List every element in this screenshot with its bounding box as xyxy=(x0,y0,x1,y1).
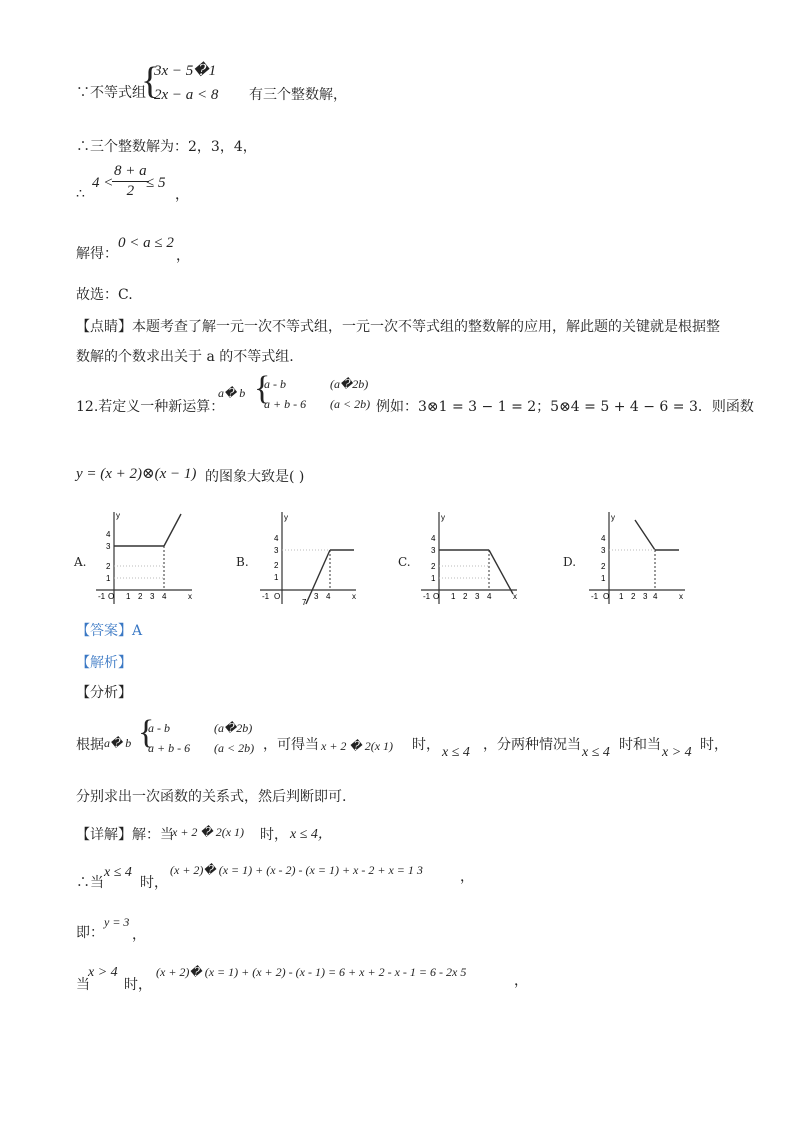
text-line: 有三个整数解， xyxy=(249,87,347,103)
detail-heading: 【详解】解：当 xyxy=(76,827,174,843)
tick-label: 2 xyxy=(601,562,606,571)
text-line: 根据 xyxy=(76,737,104,753)
text-line: ，分两种情况当 xyxy=(483,737,581,753)
case-2-cond: (a < 2b) xyxy=(330,397,371,411)
tick-label: 4 xyxy=(326,592,331,601)
tick-label: 3 xyxy=(314,592,319,601)
tick-label: 4 xyxy=(601,534,606,543)
text-line: 故选：C. xyxy=(76,287,133,303)
tick-label: 4 xyxy=(274,534,279,543)
fraction-numerator: 8 + a xyxy=(112,164,149,182)
tick-label: 4 xyxy=(162,592,167,601)
text-line: ∴三个整数解为：2，3，4， xyxy=(76,139,257,155)
math-expr: 0 < a ≤ 2 xyxy=(118,235,174,251)
case-1-expr: a - b xyxy=(148,721,170,735)
fraction xyxy=(112,164,149,199)
text-line: 的图象大致是( ) xyxy=(205,469,305,485)
text-line: ，可得当 xyxy=(263,737,319,753)
axis-x-label: x xyxy=(188,592,192,601)
tick-label: 2 xyxy=(106,562,111,571)
tick-label: O xyxy=(108,592,115,601)
tick-label: 1 xyxy=(106,574,111,583)
math-expr: x > 4 xyxy=(88,965,118,980)
case-1-expr: a - b xyxy=(264,377,286,391)
axis-x-label: x xyxy=(679,592,683,601)
text-line: ， xyxy=(176,248,190,264)
math-expr: x ≤ 4， xyxy=(290,827,332,842)
text-line: 时， xyxy=(700,737,728,753)
text-line: 时， xyxy=(412,737,440,753)
case-1-cond: (a�2b) xyxy=(214,721,253,735)
left-brace: { xyxy=(138,714,155,751)
text-line: 解得： xyxy=(76,246,118,262)
text-line: ， xyxy=(132,927,146,943)
comment-line: 数解的个数求出关于 a 的不等式组. xyxy=(76,349,294,365)
text-line: ， xyxy=(460,869,474,885)
math-expr: (x + 2)� (x = 1) + (x - 2) - (x = 1) + x - 2 + x = 1 3 xyxy=(170,863,423,877)
tick-label: 1 xyxy=(619,592,624,601)
tick-label: 1 xyxy=(431,574,436,583)
text-line: ∴当 xyxy=(76,875,104,891)
tick-label: 2 xyxy=(463,592,468,601)
tick-label: O xyxy=(603,592,610,601)
tick-label: 7 xyxy=(302,598,307,607)
math-expr: 4 < xyxy=(92,175,114,191)
axis-x-label: x xyxy=(513,592,517,601)
inequality-2: 2x − a < 8 xyxy=(154,87,219,103)
tick-label: 3 xyxy=(274,546,279,555)
case-2-cond: (a < 2b) xyxy=(214,741,255,755)
tick-label: 1 xyxy=(274,573,279,582)
axis-y-label: y xyxy=(116,511,120,520)
math-expr: (x + 2)� (x = 1) + (x + 2) - (x - 1) = 6 + x + 2 - x - 1 = 6 - 2x 5 xyxy=(156,965,467,979)
text-line: 时和当 xyxy=(619,737,661,753)
math-expr: x + 2 � 2(x 1) xyxy=(321,739,394,753)
text-line: 时， xyxy=(140,875,168,891)
text-line: ， xyxy=(175,187,189,203)
math-expr: x > 4 xyxy=(662,745,692,760)
option-d-label[interactable]: D. xyxy=(563,555,577,569)
tick-label: -1 xyxy=(98,592,106,601)
option-b-graph[interactable] xyxy=(256,508,366,608)
comment-line: 【点睛】本题考查了解一元一次不等式组，一元一次不等式组的整数解的应用，解此题的关键就是根据整 xyxy=(76,319,720,335)
math-expr: y = 3 xyxy=(104,915,130,929)
text-line: ∵不等式组 xyxy=(76,85,146,101)
tick-label: 1 xyxy=(126,592,131,601)
text-line: 时， xyxy=(260,827,288,843)
axis-x-label: x xyxy=(352,592,356,601)
operator-def: a� b xyxy=(104,736,132,750)
jiexi-heading: 【解析】 xyxy=(76,655,132,671)
option-a-graph[interactable] xyxy=(92,508,202,608)
case-1-cond: (a�2b) xyxy=(330,377,369,391)
math-expr: x + 2 � 2(x 1) xyxy=(172,825,245,839)
tick-label: 4 xyxy=(106,530,111,539)
tick-label: 3 xyxy=(475,592,480,601)
tick-label: -1 xyxy=(423,592,431,601)
fraction-denominator: 2 xyxy=(126,183,135,199)
inequality-1: 3x − 5�1 xyxy=(154,63,217,79)
option-d-graph[interactable] xyxy=(585,508,695,608)
text-line: ， xyxy=(514,973,528,989)
math-expr: x ≤ 4 xyxy=(442,745,470,760)
tick-label: 2 xyxy=(274,561,279,570)
left-brace: { xyxy=(141,60,160,102)
text-line: ∴ xyxy=(76,186,85,202)
option-c-label[interactable]: C. xyxy=(398,555,411,569)
tick-label: 4 xyxy=(653,592,658,601)
option-b-label[interactable]: B. xyxy=(236,555,249,569)
axis-y-label: y xyxy=(284,513,288,522)
math-expr: x ≤ 4 xyxy=(104,865,132,880)
axis-y-label: y xyxy=(611,513,615,522)
answer-line: 【答案】A xyxy=(76,623,143,639)
tick-label: 3 xyxy=(106,542,111,551)
tick-label: 1 xyxy=(451,592,456,601)
question-title: 12.若定义一种新运算： xyxy=(76,399,225,415)
case-2-expr: a + b - 6 xyxy=(148,741,191,755)
tick-label: 2 xyxy=(431,562,436,571)
text-line: 即： xyxy=(76,925,104,941)
option-a-label[interactable]: A. xyxy=(74,555,87,569)
tick-label: -1 xyxy=(591,592,599,601)
tick-label: 2 xyxy=(631,592,636,601)
tick-label: 2 xyxy=(138,592,143,601)
function-expr: y = (x + 2)⊗(x − 1) xyxy=(76,466,197,482)
text-line: 当 xyxy=(76,977,90,993)
math-expr: ≤ 5 xyxy=(146,175,166,191)
axis-y-label: y xyxy=(441,513,445,522)
text-line: 例如：3⊗1 = 3 − 1 = 2；5⊗4 = 5 + 4 − 6 = 3．则函数 xyxy=(376,399,754,415)
tick-label: O xyxy=(433,592,440,601)
option-c-graph[interactable] xyxy=(417,508,527,608)
tick-label: O xyxy=(274,592,281,601)
math-expr: x ≤ 4 xyxy=(582,745,610,760)
case-2-expr: a + b - 6 xyxy=(264,397,307,411)
tick-label: 3 xyxy=(150,592,155,601)
tick-label: 3 xyxy=(601,546,606,555)
tick-label: 4 xyxy=(487,592,492,601)
left-brace: { xyxy=(254,370,271,407)
operator-def: a� b xyxy=(218,386,246,400)
text-line: 时， xyxy=(124,977,152,993)
fenxi-heading: 【分析】 xyxy=(76,685,132,701)
tick-label: -1 xyxy=(262,592,270,601)
tick-label: 3 xyxy=(431,546,436,555)
text-line: 分别求出一次函数的关系式，然后判断即可. xyxy=(76,789,347,805)
tick-label: 1 xyxy=(601,574,606,583)
tick-label: 3 xyxy=(643,592,648,601)
tick-label: 4 xyxy=(431,534,436,543)
